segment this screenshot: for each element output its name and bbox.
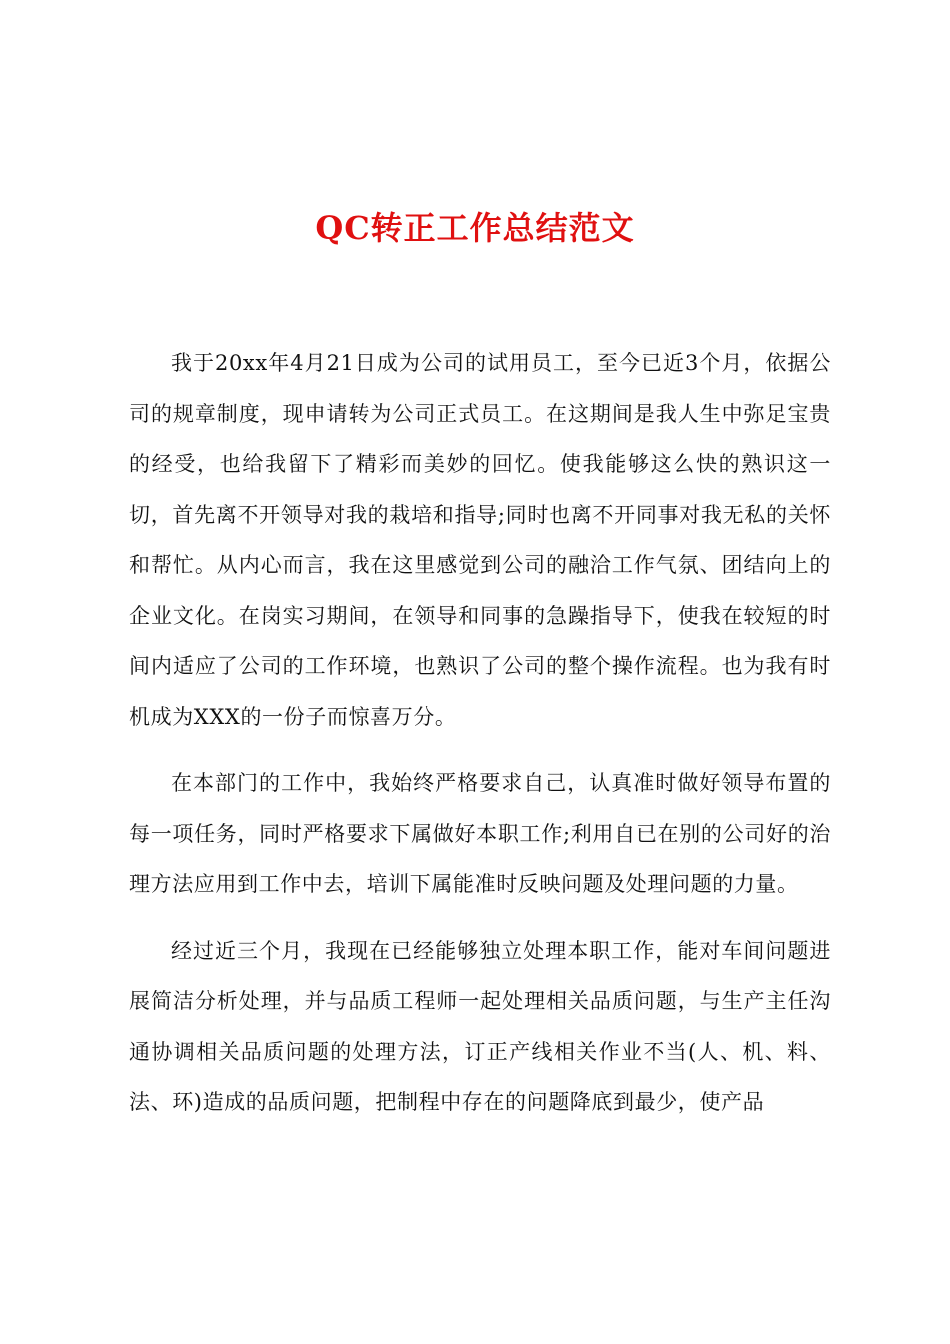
document-title: QC转正工作总结范文 — [315, 209, 635, 247]
paragraph-3: 经过近三个月，我现在已经能够独立处理本职工作，能对车间问题进展简洁分析处理，并与品质工程师一起处理相关品质问题，与生产主任沟通协调相关品质问题的处理方法，订正产线相关作业不当(人、机、料、法、环)造成的品质问题，把制程中存在的问题降底到最少，使产品 — [129, 938, 831, 1114]
paragraph-2: 在本部门的工作中，我始终严格要求自己，认真准时做好领导布置的每一项任务，同时严格要求下属做好本职工作;利用自已在别的公司好的治理方法应用到工作中去，培训下属能准时反映问题及处理问题的力量。 — [129, 771, 831, 896]
paragraph-1: 我于20xx年4月21日成为公司的试用员工，至今已近3个月，依据公司的规章制度，现申请转为公司正式员工。在这期间是我人生中弥足宝贵的经受，也给我留下了精彩而美妙的回忆。使我能够这么快的熟识这一切，首先离不开领导对我的栽培和指导;同时也离不开同事对我无私的关怀和帮忙。从内心而言，我在这里感觉到公司的融洽工作气氛、团结向上的企业文化。在岗实习期间，在领导和同事的急躁指导下，使我在较短的时间内适应了公司的工作环境，也熟识了公司的整个操作流程。也为我有时机成为XXX的一份子而惊喜万分。 — [129, 351, 831, 729]
document-body — [129, 338, 831, 1144]
